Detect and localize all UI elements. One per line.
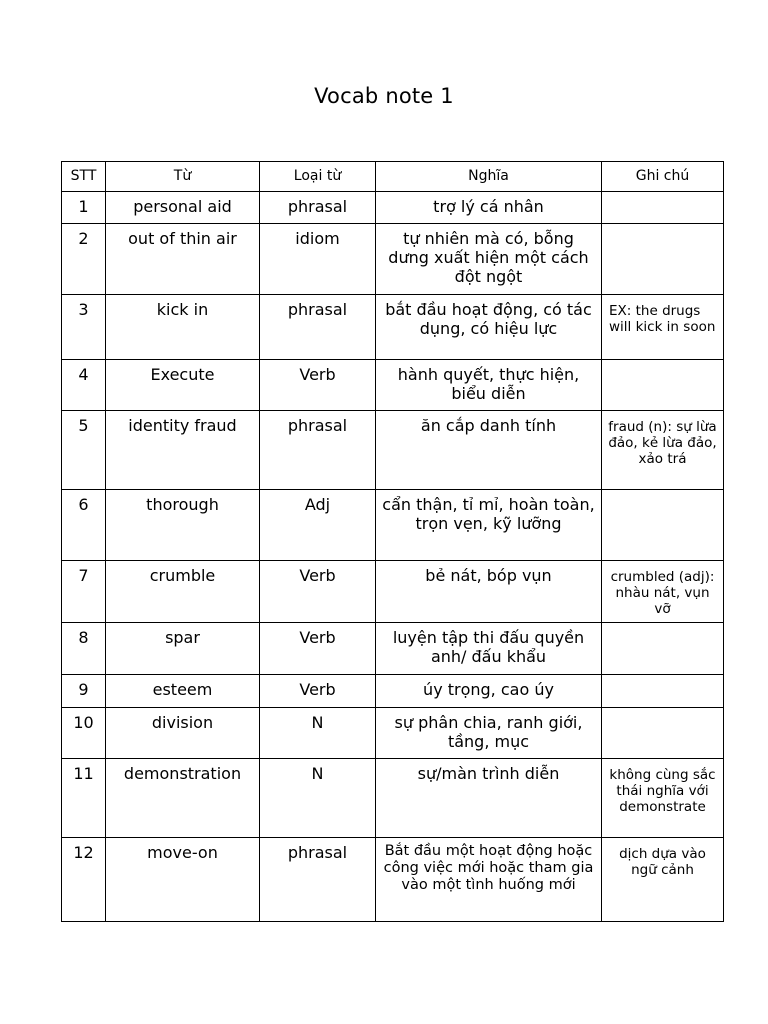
header-type: Loại từ [260,162,376,192]
cell-stt: 10 [62,708,106,759]
table-row [62,490,724,561]
vocab-table [61,161,724,922]
cell-stt: 5 [62,411,106,490]
cell-type: phrasal [260,838,376,922]
cell-meaning: bẻ nát, bóp vụn [376,561,602,623]
cell-stt: 4 [62,360,106,411]
cell-type: phrasal [260,295,376,360]
table-row [62,838,724,922]
cell-type: N [260,708,376,759]
cell-stt: 2 [62,224,106,295]
cell-note: EX: the drugs will kick in soon [602,295,724,360]
table-row [62,224,724,295]
cell-meaning: bắt đầu hoạt động, có tác dụng, có hiệu lực [376,295,602,360]
cell-stt: 3 [62,295,106,360]
cell-word: demonstration [106,759,260,838]
table-row [62,759,724,838]
cell-word: out of thin air [106,224,260,295]
cell-note: crumbled (adj): nhàu nát, vụn vỡ [602,561,724,623]
cell-type: Verb [260,360,376,411]
cell-stt: 9 [62,675,106,708]
header-meaning: Nghĩa [376,162,602,192]
cell-word: spar [106,623,260,675]
cell-stt: 6 [62,490,106,561]
table-row [62,675,724,708]
cell-word: kick in [106,295,260,360]
cell-type: idiom [260,224,376,295]
cell-note: không cùng sắc thái nghĩa với demonstrate [602,759,724,838]
cell-word: division [106,708,260,759]
cell-type: Adj [260,490,376,561]
cell-meaning: hành quyết, thực hiện, biểu diễn [376,360,602,411]
cell-type: phrasal [260,192,376,224]
cell-stt: 1 [62,192,106,224]
cell-note [602,708,724,759]
cell-meaning: trợ lý cá nhân [376,192,602,224]
cell-stt: 12 [62,838,106,922]
cell-note [602,224,724,295]
cell-stt: 11 [62,759,106,838]
cell-meaning: sự/màn trình diễn [376,759,602,838]
cell-note [602,675,724,708]
header-note: Ghi chú [602,162,724,192]
header-stt: STT [62,162,106,192]
cell-stt: 8 [62,623,106,675]
cell-meaning: sự phân chia, ranh giới, tầng, mục [376,708,602,759]
table-header-row [62,162,724,192]
cell-word: crumble [106,561,260,623]
cell-meaning: tự nhiên mà có, bỗng dưng xuất hiện một cách đột ngột [376,224,602,295]
cell-note: dịch dựa vào ngữ cảnh [602,838,724,922]
cell-meaning: cẩn thận, tỉ mỉ, hoàn toàn, trọn vẹn, kỹ lưỡng [376,490,602,561]
cell-note [602,623,724,675]
cell-note [602,360,724,411]
cell-meaning: úy trọng, cao úy [376,675,602,708]
cell-word: thorough [106,490,260,561]
table-row [62,295,724,360]
table-row [62,623,724,675]
cell-stt: 7 [62,561,106,623]
page-title: Vocab note 1 [314,84,454,108]
cell-word: personal aid [106,192,260,224]
table-row [62,411,724,490]
cell-meaning: Bắt đầu một hoạt động hoặc công việc mới hoặc tham gia vào một tình huống mới [376,838,602,922]
cell-note: fraud (n): sự lừa đảo, kẻ lừa đảo, xảo trá [602,411,724,490]
cell-note [602,490,724,561]
table-row [62,708,724,759]
cell-word: identity fraud [106,411,260,490]
cell-type: N [260,759,376,838]
cell-meaning: luyện tập thi đấu quyền anh/ đấu khẩu [376,623,602,675]
cell-type: Verb [260,623,376,675]
cell-meaning: ăn cắp danh tính [376,411,602,490]
table-row [62,360,724,411]
table-row [62,192,724,224]
cell-word: esteem [106,675,260,708]
header-word: Từ [106,162,260,192]
cell-word: move-on [106,838,260,922]
table-row [62,561,724,623]
cell-note [602,192,724,224]
cell-type: Verb [260,675,376,708]
cell-word: Execute [106,360,260,411]
cell-type: phrasal [260,411,376,490]
cell-type: Verb [260,561,376,623]
